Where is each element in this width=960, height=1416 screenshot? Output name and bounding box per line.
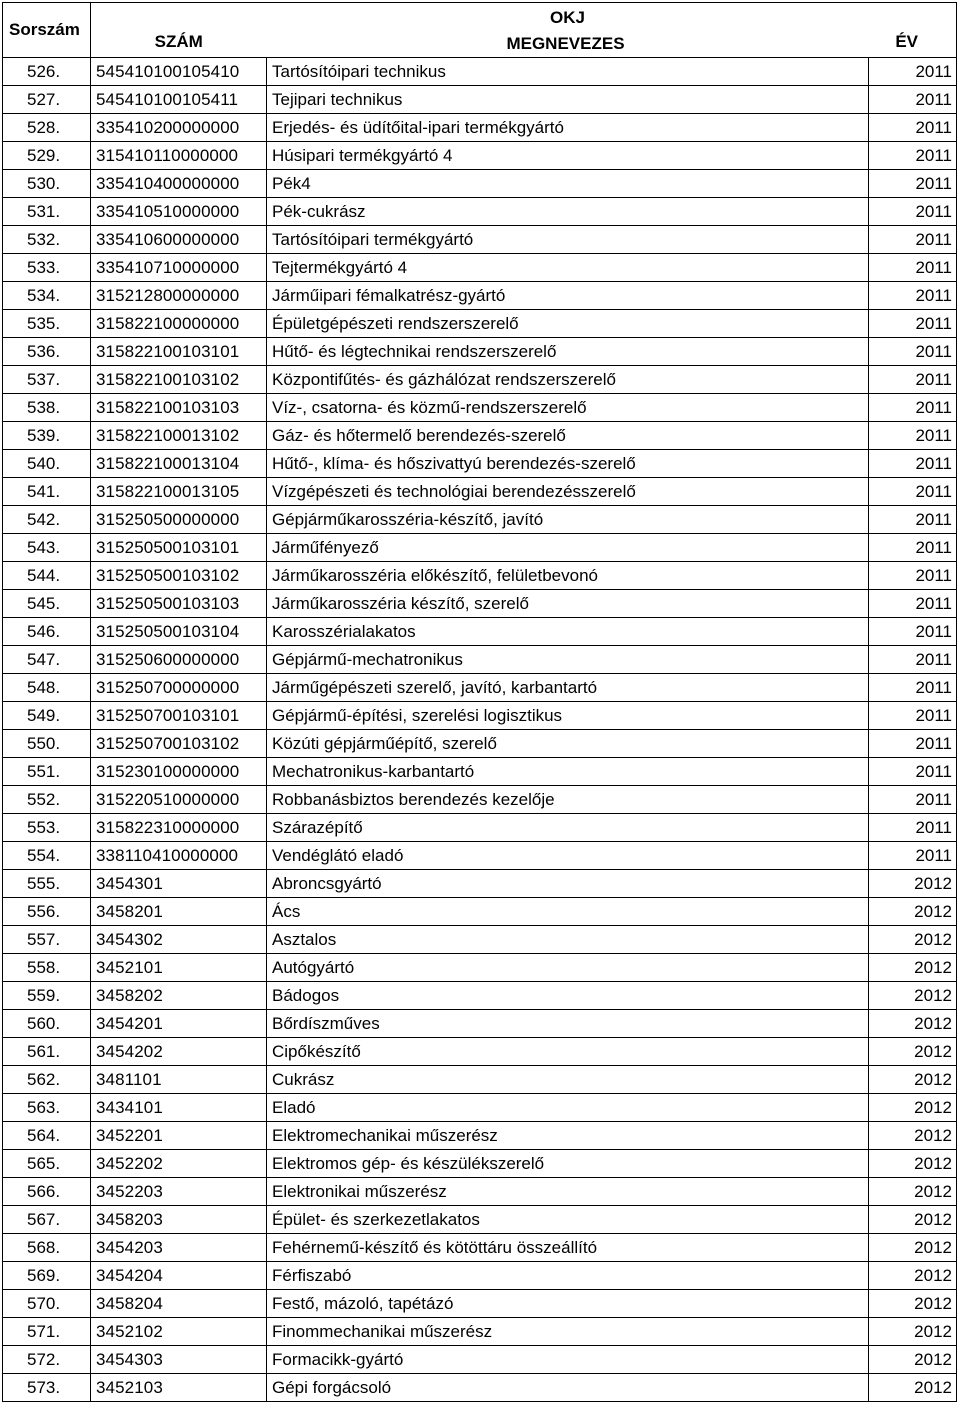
row-number: 532. [3, 226, 91, 254]
year: 2011 [869, 478, 957, 506]
qualification-name: Vendéglátó eladó [267, 842, 869, 870]
year: 2011 [869, 310, 957, 338]
qualification-name: Hűtő- és légtechnikai rendszerszerelő [267, 338, 869, 366]
okj-table-sheet [2, 2, 956, 1402]
table-row [3, 366, 957, 394]
table-row [3, 1094, 957, 1122]
qualification-name: Erjedés- és üdítőital-ipari termékgyártó [267, 114, 869, 142]
okj-code: 315822100103103 [91, 394, 267, 422]
table-row [3, 814, 957, 842]
okj-code: 3452102 [91, 1318, 267, 1346]
row-number: 540. [3, 450, 91, 478]
table-row [3, 1374, 957, 1402]
year: 2011 [869, 226, 957, 254]
row-number: 556. [3, 898, 91, 926]
qualification-name: Férfiszabó [267, 1262, 869, 1290]
table-row [3, 1122, 957, 1150]
okj-code: 545410100105410 [91, 58, 267, 86]
table-row [3, 730, 957, 758]
qualification-name: Pék-cukrász [267, 198, 869, 226]
year: 2011 [869, 702, 957, 730]
qualification-name: Gépi forgácsoló [267, 1374, 869, 1402]
qualification-name: Bőrdíszműves [267, 1010, 869, 1038]
table-row [3, 982, 957, 1010]
row-number: 551. [3, 758, 91, 786]
okj-code: 3454301 [91, 870, 267, 898]
row-number: 529. [3, 142, 91, 170]
year: 2012 [869, 982, 957, 1010]
qualification-name: Asztalos [267, 926, 869, 954]
row-number: 543. [3, 534, 91, 562]
okj-code: 315250500103103 [91, 590, 267, 618]
row-number: 539. [3, 422, 91, 450]
year: 2012 [869, 1010, 957, 1038]
table-row [3, 450, 957, 478]
row-number: 564. [3, 1122, 91, 1150]
table-row [3, 534, 957, 562]
qualification-name: Tejtermékgyártó 4 [267, 254, 869, 282]
table-row [3, 506, 957, 534]
table-row [3, 114, 957, 142]
year: 2012 [869, 1374, 957, 1402]
okj-code: 3434101 [91, 1094, 267, 1122]
qualification-name: Bádogos [267, 982, 869, 1010]
row-number: 560. [3, 1010, 91, 1038]
okj-code: 3454303 [91, 1346, 267, 1374]
qualification-name: Gáz- és hőtermelő berendezés-szerelő [267, 422, 869, 450]
okj-code: 3452201 [91, 1122, 267, 1150]
row-number: 534. [3, 282, 91, 310]
qualification-name: Pék4 [267, 170, 869, 198]
table-row [3, 674, 957, 702]
header-name: MEGNEVEZES [506, 34, 625, 53]
year: 2011 [869, 534, 957, 562]
okj-code: 3452103 [91, 1374, 267, 1402]
okj-code: 315230100000000 [91, 758, 267, 786]
qualification-name: Vízgépészeti és technológiai berendezésszerelő [267, 478, 869, 506]
table-row [3, 338, 957, 366]
year: 2012 [869, 1094, 957, 1122]
table-row [3, 898, 957, 926]
year: 2011 [869, 198, 957, 226]
row-number: 565. [3, 1150, 91, 1178]
row-number: 573. [3, 1374, 91, 1402]
table-row [3, 926, 957, 954]
row-number: 533. [3, 254, 91, 282]
table-row [3, 1206, 957, 1234]
okj-code: 3481101 [91, 1066, 267, 1094]
row-number: 530. [3, 170, 91, 198]
year: 2011 [869, 758, 957, 786]
table-row [3, 842, 957, 870]
table-row [3, 1150, 957, 1178]
qualification-name: Járműkarosszéria előkészítő, felületbevonó [267, 562, 869, 590]
year: 2012 [869, 1262, 957, 1290]
table-row [3, 226, 957, 254]
okj-code: 3458204 [91, 1290, 267, 1318]
qualification-name: Központifűtés- és gázhálózat rendszerszerelő [267, 366, 869, 394]
okj-code: 3454203 [91, 1234, 267, 1262]
qualification-name: Épületgépészeti rendszerszerelő [267, 310, 869, 338]
qualification-name: Járműkarosszéria készítő, szerelő [267, 590, 869, 618]
row-number: 570. [3, 1290, 91, 1318]
row-number: 566. [3, 1178, 91, 1206]
okj-code: 315822100000000 [91, 310, 267, 338]
okj-code: 3458201 [91, 898, 267, 926]
okj-code: 335410600000000 [91, 226, 267, 254]
okj-code: 315250500000000 [91, 506, 267, 534]
table-row [3, 478, 957, 506]
table-row [3, 702, 957, 730]
okj-code: 315822100013104 [91, 450, 267, 478]
table-row [3, 1178, 957, 1206]
row-number: 554. [3, 842, 91, 870]
row-number: 561. [3, 1038, 91, 1066]
qualification-name: Víz-, csatorna- és közmű-rendszerszerelő [267, 394, 869, 422]
year: 2012 [869, 1150, 957, 1178]
header-year: ÉV [869, 3, 957, 58]
row-number: 538. [3, 394, 91, 422]
qualification-name: Eladó [267, 1094, 869, 1122]
year: 2012 [869, 1038, 957, 1066]
year: 2011 [869, 450, 957, 478]
table-row [3, 1038, 957, 1066]
okj-code: 315250700000000 [91, 674, 267, 702]
year: 2011 [869, 254, 957, 282]
row-number: 562. [3, 1066, 91, 1094]
table-header [3, 3, 957, 58]
okj-code: 3454302 [91, 926, 267, 954]
row-number: 537. [3, 366, 91, 394]
okj-code: 315220510000000 [91, 786, 267, 814]
qualification-name: Gépjárműkarosszéria-készítő, javító [267, 506, 869, 534]
year: 2012 [869, 1122, 957, 1150]
year: 2012 [869, 898, 957, 926]
okj-code: 3452203 [91, 1178, 267, 1206]
year: 2012 [869, 1290, 957, 1318]
okj-code: 3454204 [91, 1262, 267, 1290]
row-number: 545. [3, 590, 91, 618]
year: 2011 [869, 170, 957, 198]
row-number: 567. [3, 1206, 91, 1234]
row-number: 553. [3, 814, 91, 842]
table-row [3, 646, 957, 674]
header-row [3, 3, 957, 58]
okj-code: 3454201 [91, 1010, 267, 1038]
okj-code: 315250500103102 [91, 562, 267, 590]
table-row [3, 1010, 957, 1038]
okj-code: 315822100013105 [91, 478, 267, 506]
qualification-name: Húsipari termékgyártó 4 [267, 142, 869, 170]
qualification-name: Elektronikai műszerész [267, 1178, 869, 1206]
table-row [3, 870, 957, 898]
table-row [3, 786, 957, 814]
qualification-name: Cukrász [267, 1066, 869, 1094]
row-number: 563. [3, 1094, 91, 1122]
row-number: 531. [3, 198, 91, 226]
qualification-name: Elektromechanikai műszerész [267, 1122, 869, 1150]
okj-code: 335410200000000 [91, 114, 267, 142]
row-number: 569. [3, 1262, 91, 1290]
year: 2012 [869, 1206, 957, 1234]
row-number: 526. [3, 58, 91, 86]
year: 2011 [869, 282, 957, 310]
year: 2011 [869, 142, 957, 170]
row-number: 552. [3, 786, 91, 814]
table-row [3, 422, 957, 450]
row-number: 546. [3, 618, 91, 646]
okj-code: 315822100013102 [91, 422, 267, 450]
year: 2011 [869, 114, 957, 142]
row-number: 527. [3, 86, 91, 114]
year: 2011 [869, 730, 957, 758]
qualification-name: Tartósítóipari termékgyártó [267, 226, 869, 254]
okj-code: 335410510000000 [91, 198, 267, 226]
year: 2011 [869, 366, 957, 394]
table-row [3, 142, 957, 170]
year: 2012 [869, 1318, 957, 1346]
row-number: 542. [3, 506, 91, 534]
qualification-name: Épület- és szerkezetlakatos [267, 1206, 869, 1234]
year: 2011 [869, 58, 957, 86]
header-code: SZÁM [91, 3, 267, 58]
year: 2011 [869, 422, 957, 450]
table-row [3, 58, 957, 86]
okj-code: 315250700103101 [91, 702, 267, 730]
qualification-name: Járműipari fémalkatrész-gyártó [267, 282, 869, 310]
table-row [3, 1066, 957, 1094]
year: 2012 [869, 926, 957, 954]
year: 2011 [869, 674, 957, 702]
qualification-name: Autógyártó [267, 954, 869, 982]
qualification-name: Közúti gépjárműépítő, szerelő [267, 730, 869, 758]
okj-code: 315250700103102 [91, 730, 267, 758]
okj-code: 3454202 [91, 1038, 267, 1066]
okj-table [2, 2, 957, 1402]
qualification-name: Tartósítóipari technikus [267, 58, 869, 86]
table-row [3, 254, 957, 282]
table-row [3, 1318, 957, 1346]
table-row [3, 590, 957, 618]
okj-code: 315250500103101 [91, 534, 267, 562]
okj-code: 315212800000000 [91, 282, 267, 310]
table-row [3, 562, 957, 590]
okj-code: 315250500103104 [91, 618, 267, 646]
row-number: 549. [3, 702, 91, 730]
table-row [3, 282, 957, 310]
row-number: 550. [3, 730, 91, 758]
header-number: Sorszám [3, 3, 91, 58]
okj-code: 315822100103102 [91, 366, 267, 394]
year: 2011 [869, 394, 957, 422]
okj-code: 3452101 [91, 954, 267, 982]
qualification-name: Abroncsgyártó [267, 870, 869, 898]
year: 2012 [869, 954, 957, 982]
qualification-name: Karosszérialakatos [267, 618, 869, 646]
okj-code: 335410710000000 [91, 254, 267, 282]
okj-code: 3458203 [91, 1206, 267, 1234]
table-row [3, 1262, 957, 1290]
row-number: 568. [3, 1234, 91, 1262]
row-number: 535. [3, 310, 91, 338]
table-row [3, 394, 957, 422]
row-number: 544. [3, 562, 91, 590]
okj-code: 338110410000000 [91, 842, 267, 870]
year: 2012 [869, 1178, 957, 1206]
okj-code: 315250600000000 [91, 646, 267, 674]
qualification-name: Elektromos gép- és készülékszerelő [267, 1150, 869, 1178]
qualification-name: Gépjármű-építési, szerelési logisztikus [267, 702, 869, 730]
qualification-name: Tejipari technikus [267, 86, 869, 114]
year: 2011 [869, 646, 957, 674]
okj-code: 335410400000000 [91, 170, 267, 198]
row-number: 541. [3, 478, 91, 506]
year: 2011 [869, 562, 957, 590]
qualification-name: Szárazépítő [267, 814, 869, 842]
row-number: 558. [3, 954, 91, 982]
row-number: 536. [3, 338, 91, 366]
year: 2011 [869, 618, 957, 646]
row-number: 571. [3, 1318, 91, 1346]
qualification-name: Cipőkészítő [267, 1038, 869, 1066]
qualification-name: Fehérnemű-készítő és kötöttáru összeállító [267, 1234, 869, 1262]
qualification-name: Gépjármű-mechatronikus [267, 646, 869, 674]
okj-code: 545410100105411 [91, 86, 267, 114]
year: 2012 [869, 870, 957, 898]
table-row [3, 954, 957, 982]
okj-code: 315410110000000 [91, 142, 267, 170]
year: 2012 [869, 1066, 957, 1094]
okj-code: 3452202 [91, 1150, 267, 1178]
row-number: 559. [3, 982, 91, 1010]
table-row [3, 310, 957, 338]
year: 2011 [869, 814, 957, 842]
row-number: 548. [3, 674, 91, 702]
table-row [3, 86, 957, 114]
year: 2011 [869, 842, 957, 870]
qualification-name: Járműfényező [267, 534, 869, 562]
year: 2012 [869, 1234, 957, 1262]
year: 2011 [869, 590, 957, 618]
okj-code: 315822100103101 [91, 338, 267, 366]
qualification-name: Formacikk-gyártó [267, 1346, 869, 1374]
table-row [3, 198, 957, 226]
table-row [3, 1290, 957, 1318]
year: 2012 [869, 1346, 957, 1374]
qualification-name: Festő, mázoló, tapétázó [267, 1290, 869, 1318]
qualification-name: Robbanásbiztos berendezés kezelője [267, 786, 869, 814]
qualification-name: Hűtő-, klíma- és hőszivattyú berendezés-szerelő [267, 450, 869, 478]
year: 2011 [869, 786, 957, 814]
row-number: 547. [3, 646, 91, 674]
qualification-name: Mechatronikus-karbantartó [267, 758, 869, 786]
qualification-name: Ács [267, 898, 869, 926]
okj-code: 315822310000000 [91, 814, 267, 842]
year: 2011 [869, 338, 957, 366]
header-okj-group: OKJ [550, 8, 585, 27]
table-row [3, 170, 957, 198]
table-body [3, 58, 957, 1402]
okj-code: 3458202 [91, 982, 267, 1010]
table-row [3, 758, 957, 786]
row-number: 557. [3, 926, 91, 954]
row-number: 555. [3, 870, 91, 898]
qualification-name: Finommechanikai műszerész [267, 1318, 869, 1346]
table-row [3, 618, 957, 646]
row-number: 572. [3, 1346, 91, 1374]
year: 2011 [869, 86, 957, 114]
table-row [3, 1346, 957, 1374]
table-row [3, 1234, 957, 1262]
year: 2011 [869, 506, 957, 534]
header-name-cell [267, 3, 869, 58]
qualification-name: Járműgépészeti szerelő, javító, karbantartó [267, 674, 869, 702]
row-number: 528. [3, 114, 91, 142]
